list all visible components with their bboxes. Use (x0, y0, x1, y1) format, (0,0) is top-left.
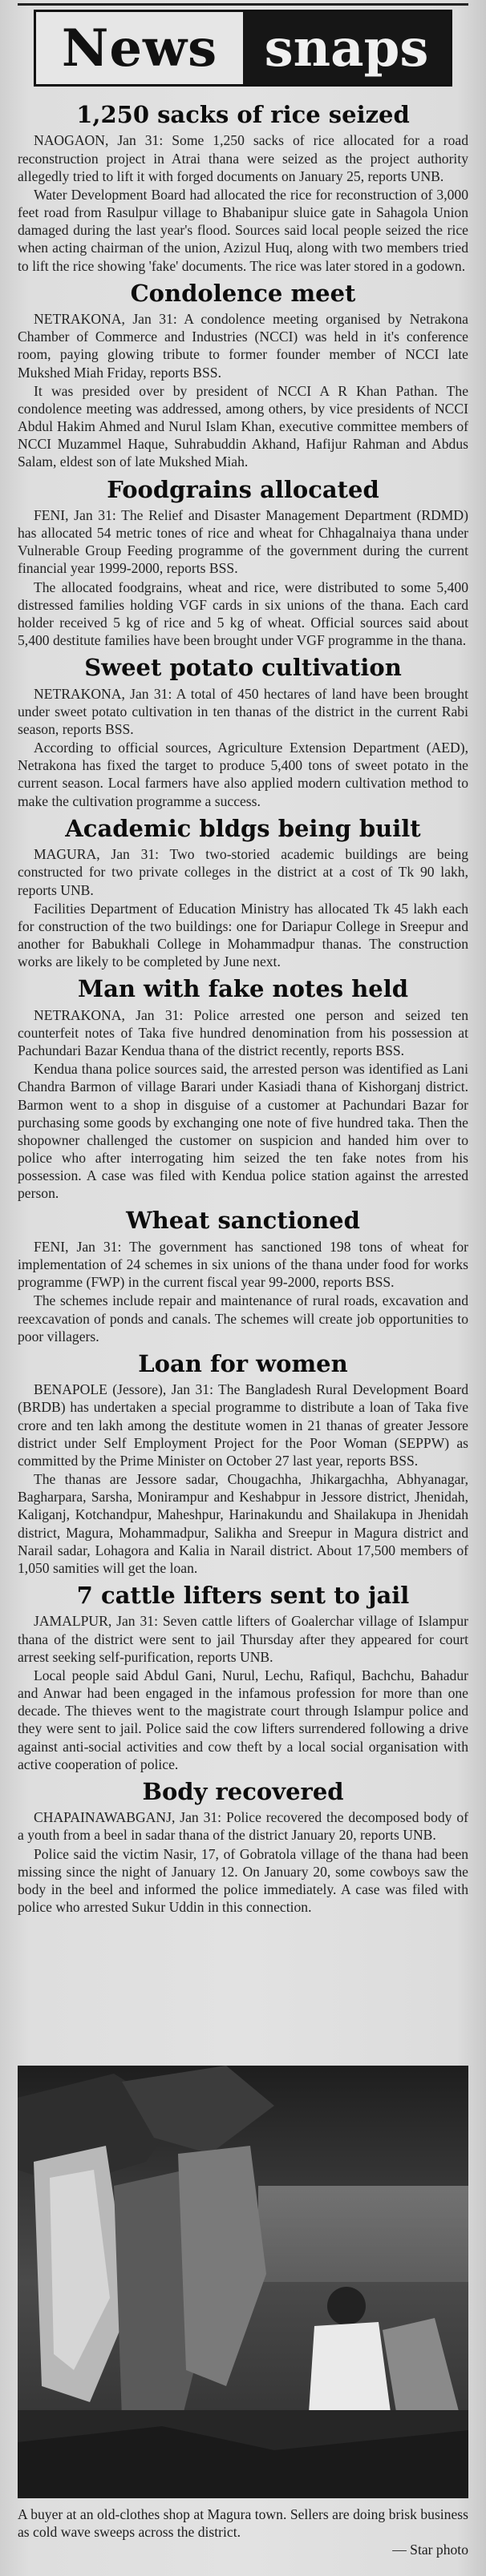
story-paragraph: CHAPAINAWABGANJ, Jan 31: Police recovered the decomposed body of a youth from a beel in sadar thana of the district January 20, reports UNB. (18, 1809, 468, 1844)
caption-text: A buyer at an old-clothes shop at Magura town. Sellers are doing brisk business as cold wave sweeps across the district. (18, 2506, 468, 2540)
story-paragraph: Local people said Abdul Gani, Nurul, Lechu, Rafiqul, Bachchu, Bahadur and Anwar had been engaged in the infamous profession for more than one decade. The thieves went to the magistrate court through Islampur police and they were sent to jail. Police said the cow lifters surrendered following a drive against anti-social activities and cow theft by a local social organisation with active cooperation of police. (18, 1667, 468, 1772)
news-story (18, 1208, 468, 1344)
story-headline: Foodgrains allocated (107, 475, 379, 503)
story-paragraph: The allocated foodgrains, wheat and rice, were distributed to some 5,400 distressed families holding VGF cards in six unions of the thana. Each card holder received 5 kg of rice and 5 kg of wheat. Official sources said about 5,400 destitute families have been brought under VGF programme in the thana. (18, 578, 468, 649)
story-paragraph: FENI, Jan 31: The Relief and Disaster Management Department (RDMD) has allocated 54 metric tones of rice and wheat for Chhagalnaiya thana under Vulnerable Group Feeding programme of the government during the current financial year 1999-2000, reports BSS. (18, 506, 468, 577)
story-paragraph: JAMALPUR, Jan 31: Seven cattle lifters of Goalerchar village of Islampur thana of the district were sent to jail Thursday after they appeared for court arrest seeking self-purification, reports UNB. (18, 1613, 468, 1665)
news-story (18, 475, 468, 650)
story-paragraph: NETRAKONA, Jan 31: Police arrested one person and seized ten counterfeit notes of Taka five hundred denomination from his possession at Pachundari Bazar Kendua thana of the district recently, reports BSS. (18, 1006, 468, 1059)
news-story (18, 281, 468, 471)
story-headline: 7 cattle lifters sent to jail (76, 1581, 410, 1609)
market-photo (18, 2066, 468, 2498)
story-paragraph: Kendua thana police sources said, the arrested person was identified as Lani Chandra Barmon of village Barari under Kasiadi thana of Kishorganj district. Barmon went to a shop in disguise of a customer at Pachundari Bazar for purchasing some goods by exchanging one note of five hundred taka. Then the shopowner challenged the customer on suspicion and handed him over to police who after interrogating him seized the ten fake notes from his possession. A case was filed with Kendua police station against the arrested person. (18, 1061, 468, 1202)
story-paragraph: MAGURA, Jan 31: Two two-storied academic buildings are being constructed for two private colleges in the district at a cost of Tk 90 lakh, reports UNB. (18, 846, 468, 898)
story-paragraph: The schemes include repair and maintenance of rural roads, excavation and reexcavation of ponds and canals. The schemes will create job opportunities to poor villagers. (18, 1292, 468, 1344)
story-paragraph: It was presided over by president of NCCI A R Khan Pathan. The condolence meeting was addressed, among others, by vice presidents of NCCI Abdul Hakim Ahmed and Nurul Islam Khan, executive committee members of NCCI Muzammel Haque, Suhrabuddin Akhand, Hafijur Rahman and Abdus Salam, eldest son of late Mukshed Miah. (18, 382, 468, 470)
story-headline: Sweet potato cultivation (84, 654, 402, 682)
news-story (18, 1777, 468, 1916)
story-headline: Loan for women (138, 1349, 348, 1377)
story-paragraph: The thanas are Jessore sadar, Chougachha, Jhikargachha, Abhyanagar, Bagharpara, Sarsha, Monirampur and Keshabpur in Jessore district, Jhenidah, Kaliganj, Kotchandpur, Maheshpur, Harinakundu and Shailakupa in Jhenidah district, Magura, Mohammadpur, Salikha and Sreepur in Magura district and Narail sadar, Lohagora and Kalia in Narail district. About 17,500 members of 1,050 samities will get the loan. (18, 1471, 468, 1576)
story-paragraph: NAOGAON, Jan 31: Some 1,250 sacks of rice allocated for a road reconstruction project in Atrai thana were seized as the project authority allegedly tried to lift it with forged documents on January 25, reports UNB. (18, 132, 468, 184)
story-headline: Academic bldgs being built (65, 814, 421, 842)
story-paragraph: BENAPOLE (Jessore), Jan 31: The Bangladesh Rural Development Board (BRDB) has undertaken a special programme to distribute a loan of Taka five crore and ten lakh among the destitute women in 21 thanas of greater Jessore district under Self Employment Project for the Poor Woman (SEPPW) as committed by the Prime Minister on October 27 last year, reports BSS. (18, 1381, 468, 1469)
story-headline: Wheat sanctioned (126, 1207, 360, 1235)
story-paragraph: According to official sources, Agriculture Extension Department (AED), Netrakona has fixed the target to produce 5,400 tons of sweet potato in the current season. Local farmers have also applied modern cultivation method to make the cultivation programme a success. (18, 740, 468, 809)
story-paragraph: Police said the victim Nasir, 17, of Gobratola village of the thana had been missing since the night of January 12. On January 20, some cowboys saw the body in the beel and informed the police immediately. A case was filed with police who arrested Sukur Uddin in this connection. (18, 1845, 468, 1916)
section-banner (34, 10, 452, 87)
story-headline: 1,250 sacks of rice seized (76, 101, 410, 128)
story-paragraph: FENI, Jan 31: The government has sanctioned 198 tons of wheat for implementation of 24 schemes in six unions of the thana under food for works programme (FWP) in the current fiscal year 99-2000, reports BSS. (18, 1238, 468, 1291)
story-paragraph: NETRAKONA, Jan 31: A condolence meeting organised by Netrakona Chamber of Commerce and Industries (NCCI) was held in it's conference room, paying glowing tribute to former founder member of NCCI late Mukshed Miah Friday, reports BSS. (18, 311, 468, 381)
news-story (18, 816, 468, 971)
story-headline: Condolence meet (130, 279, 356, 307)
news-story (18, 1583, 468, 1773)
news-story (18, 1349, 468, 1577)
photo-credit: — Star photo (392, 2541, 468, 2558)
news-column (18, 103, 468, 1922)
photo-block (18, 2066, 468, 2558)
top-rule (18, 3, 468, 6)
story-headline: Body recovered (142, 1777, 344, 1805)
story-paragraph: NETRAKONA, Jan 31: A total of 450 hectares of land have been brought under sweet potato cultivation in ten thanas of the district in the current Rabi season, reports BSS. (18, 685, 468, 737)
banner-word-snaps: snaps (243, 12, 450, 84)
story-paragraph: Water Development Board had allocated the rice for reconstruction of 3,000 feet road from Rasulpur village to Bhabanipur sluice gate in Sahagola Union damaged during the last year's flood. Sources said local people seized the rice when acting chairman of the union, Azizul Huq, along with two members tried to lift the rice showing 'fake' documents. The rice was later stored in a godown. (18, 186, 468, 274)
story-paragraph: Facilities Department of Education Ministry has allocated Tk 45 lakh each for construction of the two buildings: one for Dariapur College in Sreepur and another for Babukhali College in Mohammadpur thanas. The construction works are likely to be completed by June next. (18, 900, 468, 970)
photo-caption (18, 2506, 468, 2558)
news-story (18, 103, 468, 275)
banner-word-news: News (61, 18, 218, 79)
news-story (18, 655, 468, 810)
news-story (18, 977, 468, 1202)
story-headline: Man with fake notes held (77, 975, 409, 1003)
